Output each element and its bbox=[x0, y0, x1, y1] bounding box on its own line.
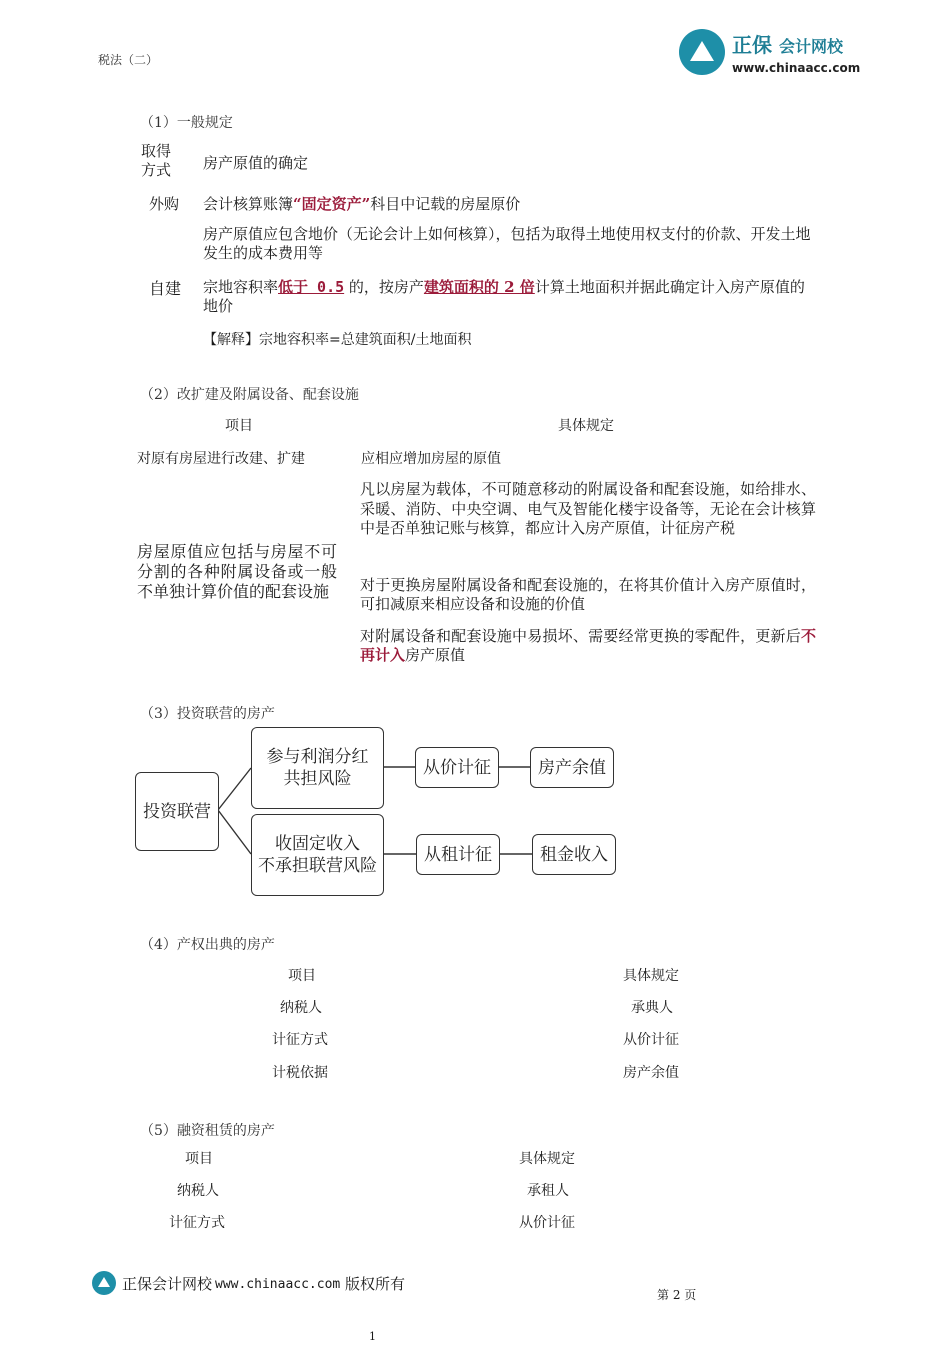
s4-row3-value: 房产余值 bbox=[623, 1065, 679, 1081]
s1-row3-text: 宗地容积率低于 0.5 的，按房产建筑面积的 2 倍计算土地面积并据此确定计入房产原值的地价 bbox=[203, 278, 805, 315]
s5-row2-value: 从价计征 bbox=[519, 1215, 575, 1231]
logo-sub: 会计网校 bbox=[779, 37, 844, 56]
s2-row1-label: 对原有房屋进行改建、扩建 bbox=[137, 451, 305, 467]
footer-page-number: 1 bbox=[369, 1330, 376, 1343]
s2-col1-header: 项目 bbox=[225, 418, 253, 434]
section3-heading: （3）投资联营的房产 bbox=[140, 706, 275, 722]
s5-row1-key: 纳税人 bbox=[177, 1183, 219, 1199]
s1-row1-label: 外购 bbox=[149, 195, 180, 213]
diagram-branch-fixed-income: 收固定收入 不承担联营风险 bbox=[251, 814, 384, 896]
s1-note: 【解释】宗地容积率=总建筑面积/土地面积 bbox=[203, 332, 472, 348]
footer-brand: 正保会计网校 bbox=[122, 1275, 213, 1293]
s5-row2-key: 计征方式 bbox=[169, 1215, 225, 1231]
s1-row1-text: 会计核算账簿“固定资产”科目中记载的房屋原价 bbox=[203, 195, 521, 213]
footer-page-label: 第 2 页 bbox=[657, 1288, 697, 1302]
diagram-rental-income: 租金收入 bbox=[532, 834, 616, 875]
section4-heading: （4）产权出典的房产 bbox=[140, 937, 275, 953]
header-top-left: 税法（二） bbox=[98, 53, 159, 67]
s2-para1: 凡以房屋为载体，不可随意移动的附属设备和配套设施，如给排水、采暖、消防、中央空调、电气及智能化楼宇设备等，无论在会计核算中是否单独记账与核算，都应计入房产原值，计征房产税 bbox=[360, 480, 816, 537]
logo-name: 正保 bbox=[732, 33, 772, 57]
diagram-branch-profit-sharing: 参与利润分红 共担风险 bbox=[251, 727, 384, 809]
section5-heading: （5）融资租赁的房产 bbox=[140, 1123, 275, 1139]
footer-rights: 版权所有 bbox=[345, 1275, 406, 1293]
s2-para3: 对附属设备和配套设施中易损坏、需要经常更换的零配件，更新后不再计入房产原值 bbox=[360, 627, 816, 664]
s5-row1-value: 承租人 bbox=[527, 1183, 569, 1199]
diagram-root-investment-jv: 投资联营 bbox=[135, 772, 219, 851]
s5-col2-header: 具体规定 bbox=[519, 1151, 575, 1167]
section2-heading: （2）改扩建及附属设备、配套设施 bbox=[140, 387, 359, 403]
s2-row2-label: 房屋原值应包括与房屋不可分割的各种附属设备或一般不单独计算价值的配套设施 bbox=[137, 542, 337, 601]
s4-col1-header: 项目 bbox=[288, 968, 316, 984]
s2-col2-header: 具体规定 bbox=[558, 418, 614, 434]
footer-logo-icon bbox=[92, 1271, 116, 1295]
s4-row2-key: 计征方式 bbox=[272, 1032, 328, 1048]
diagram-rent-based: 从租计征 bbox=[416, 834, 500, 875]
diagram-residual-value: 房产余值 bbox=[530, 747, 614, 788]
s4-row1-key: 纳税人 bbox=[280, 1000, 322, 1016]
s1-col1-header: 取得方式 bbox=[140, 142, 171, 179]
s1-row3-label: 自建 bbox=[149, 279, 182, 298]
s4-row3-key: 计税依据 bbox=[272, 1065, 328, 1081]
section1-heading: （1）一般规定 bbox=[140, 115, 233, 131]
s1-col2-header: 房产原值的确定 bbox=[203, 154, 309, 172]
diagram-ad-valorem-1: 从价计征 bbox=[415, 747, 499, 788]
s4-col2-header: 具体规定 bbox=[623, 968, 679, 984]
logo-url: www.chinaacc.com bbox=[732, 61, 861, 75]
s1-row2-text: 房产原值应包含地价（无论会计上如何核算），包括为取得土地使用权支付的价款、开发土地发生的成本费用等 bbox=[203, 225, 811, 262]
s2-row1-text: 应相应增加房屋的原值 bbox=[361, 451, 501, 467]
s5-col1-header: 项目 bbox=[185, 1151, 213, 1167]
footer-url: www.chinaacc.com bbox=[215, 1277, 341, 1292]
s2-para2: 对于更换房屋附属设备和配套设施的，在将其价值计入房产原值时，可扣减原来相应设备和设施的价值 bbox=[360, 576, 816, 613]
s4-row1-value: 承典人 bbox=[631, 1000, 673, 1016]
s4-row2-value: 从价计征 bbox=[623, 1032, 679, 1048]
